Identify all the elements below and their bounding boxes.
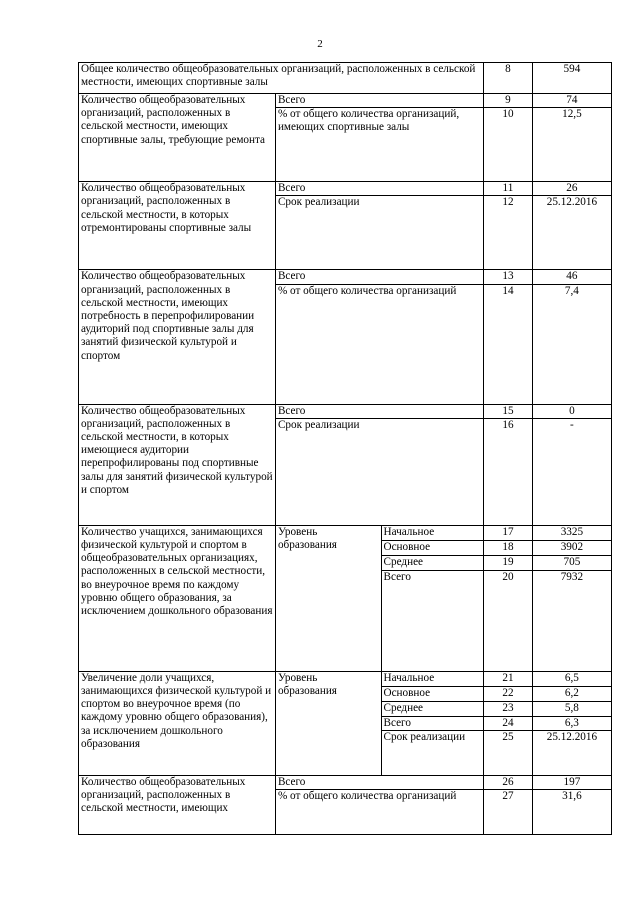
indicator-value: 25.12.2016 [532, 196, 611, 270]
indicator-value: 7932 [532, 570, 611, 671]
education-level: Среднее [381, 555, 484, 570]
education-level: Среднее [381, 701, 484, 716]
row-number: 8 [484, 63, 533, 94]
indicator-value: 12,5 [532, 108, 611, 182]
indicator-value: 6,3 [532, 716, 611, 730]
row-number: 9 [484, 94, 533, 108]
indicator-subtype: Всего [275, 404, 483, 418]
indicator-subtype: Всего [275, 94, 483, 108]
row-number: 12 [484, 196, 533, 270]
indicator-value: 6,2 [532, 686, 611, 701]
indicator-subtype: Всего [275, 776, 483, 790]
indicator-label: Общее количество общеобразовательных организаций, расположенных в сельской местности, имеющих спортивные залы [79, 63, 484, 94]
indicator-value: 705 [532, 555, 611, 570]
row-number: 15 [484, 404, 533, 418]
row-number: 22 [484, 686, 533, 701]
row-number: 17 [484, 525, 533, 540]
indicator-value: 3325 [532, 525, 611, 540]
row-number: 19 [484, 555, 533, 570]
indicator-subtype: Всего [275, 182, 483, 196]
indicator-value: 594 [532, 63, 611, 94]
indicator-label: Количество общеобразовательных организаций, расположенных в сельской местности, в которых имеющиеся аудитории перепрофилированы под спортивные залы для занятий физической культурой и спортом [79, 404, 276, 525]
row-number: 13 [484, 270, 533, 284]
indicators-table [78, 62, 612, 835]
indicator-value: 7,4 [532, 284, 611, 404]
indicator-value: 197 [532, 776, 611, 790]
row-number: 10 [484, 108, 533, 182]
indicator-value: 74 [532, 94, 611, 108]
row-number: 18 [484, 540, 533, 555]
row-number: 27 [484, 790, 533, 835]
row-number: 26 [484, 776, 533, 790]
education-level: Начальное [381, 671, 484, 686]
indicator-value: 5,8 [532, 701, 611, 716]
indicator-value: 6,5 [532, 671, 611, 686]
indicator-subtype: Срок реализации [275, 418, 483, 525]
indicator-value: - [532, 418, 611, 525]
row-number: 11 [484, 182, 533, 196]
table-row [79, 94, 612, 108]
indicator-subtype: % от общего количества организаций [275, 284, 483, 404]
indicator-subtype: Срок реализации [275, 196, 483, 270]
row-number: 24 [484, 716, 533, 730]
table-row [79, 671, 612, 686]
table-row [79, 776, 612, 790]
education-level-label: Уровень образования [275, 525, 381, 671]
table-row [79, 182, 612, 196]
row-number: 25 [484, 731, 533, 776]
indicator-value: 31,6 [532, 790, 611, 835]
row-number: 20 [484, 570, 533, 671]
indicator-label: Количество общеобразовательных организаций, расположенных в сельской местности, имеющих [79, 776, 276, 835]
education-level: Срок реализации [381, 731, 484, 776]
education-level: Всего [381, 570, 484, 671]
indicator-value: 3902 [532, 540, 611, 555]
table-row [79, 525, 612, 540]
indicator-value: 46 [532, 270, 611, 284]
indicator-subtype: Всего [275, 270, 483, 284]
indicator-subtype: % от общего количества организаций [275, 790, 483, 835]
indicator-value: 26 [532, 182, 611, 196]
indicator-subtype: % от общего количества организаций, имеющих спортивные залы [275, 108, 483, 182]
table-row [79, 404, 612, 418]
row-number: 23 [484, 701, 533, 716]
education-level: Начальное [381, 525, 484, 540]
page-number: 2 [317, 38, 323, 50]
indicator-value: 0 [532, 404, 611, 418]
row-number: 16 [484, 418, 533, 525]
education-level-label: Уровень образования [275, 671, 381, 775]
indicator-label: Количество общеобразовательных организаций, расположенных в сельской местности, в которых отремонтированы спортивные залы [79, 182, 276, 270]
education-level: Всего [381, 716, 484, 730]
table-row [79, 270, 612, 284]
row-number: 14 [484, 284, 533, 404]
row-number: 21 [484, 671, 533, 686]
education-level: Основное [381, 540, 484, 555]
indicator-value: 25.12.2016 [532, 731, 611, 776]
indicator-label: Количество общеобразовательных организаций, расположенных в сельской местности, имеющих спортивные залы, требующие ремонта [79, 94, 276, 182]
table-row [79, 63, 612, 94]
education-level: Основное [381, 686, 484, 701]
indicator-label: Количество учащихся, занимающихся физической культурой и спортом в общеобразовательных организациях, расположенных в сельской местности, во внеурочное время по каждому уровню общего образования, за исключением дошкольного образования [79, 525, 276, 671]
indicator-label: Количество общеобразовательных организаций, расположенных в сельской местности, имеющих потребность в перепрофилировании аудиторий под спортивные залы для занятий физической культурой и спортом [79, 270, 276, 404]
indicator-label: Увеличение доли учащихся, занимающихся физической культурой и спортом во внеурочное время (по каждому уровню общего образования), за исключением дошкольного образования [79, 671, 276, 775]
